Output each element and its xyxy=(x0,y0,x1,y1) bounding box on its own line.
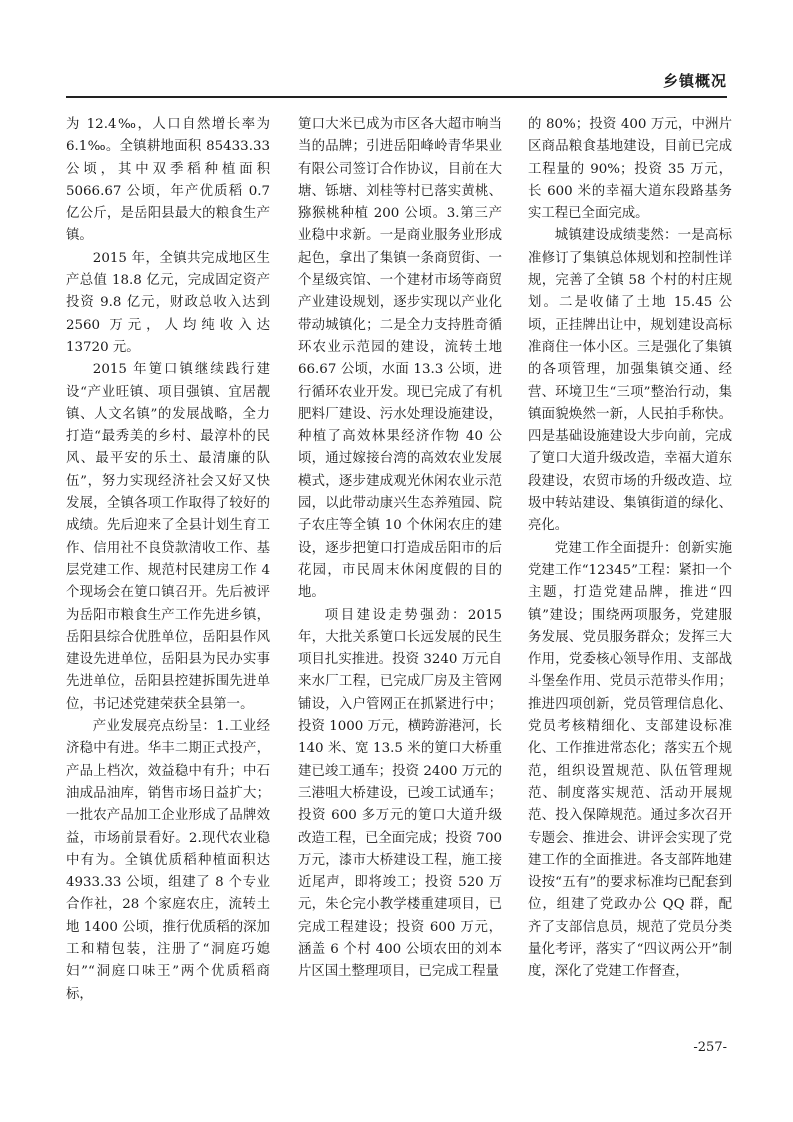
paragraph: 2015 年筻口镇继续践行建设“产业旺镇、项目强镇、宜居靓镇、人文名镇”的发展战略，全力打造“最秀美的乡村、最淳朴的民风、最平安的乐土、最清廉的队伍”，努力实现经济社会又好又快发展，全镇各项工作取得了较好的成绩。先后迎来了全县计划生育工作、信用社不良贷款清收工作、基层党建工作、规范村民建房工作 4 个现场会在筻口镇召开。先后被评为岳阳市粮食生产工作先进乡镇，岳阳县综合优胜单位，岳阳县作风建设先进单位，岳阳县为民办实事先进单位，岳阳县控建拆围先进单位，书记述党建荣获全县第一。 xyxy=(66,362,270,712)
paragraph: 的 80%；投资 400 万元，中洲片区商品粮食基地建设，目前已完成工程量的 90%；投资 35 万元，长 600 米的幸福大道东段路基务实工程已全面完成。 xyxy=(528,117,732,222)
paragraph: 产业发展亮点纷呈：1.工业经济稳中有进。华丰二期正式投产，产品上档次，效益稳中有升；中石油成品油库，销售市场日益扩大；一批农产品加工企业形成了品牌效益，市场前景看好。2.现代农业稳中有为。全镇优质稻种植面积达 4933.33 公顷，组建了 8 个专业合作社，28 个家庭农庄，流转土地 1400 公顷，推行优质稻的深加工和精包装，注册了“洞庭巧媳妇”“洞庭口味王”两个优质稻商标， xyxy=(66,719,270,1002)
text-column-1 xyxy=(66,114,270,1006)
paragraph: 筻口大米已成为市区各大超市响当当的品牌；引进岳阳峰岭青华果业有限公司签订合作协议，目前在大塘、铄塘、刘桂等村已落实黄桃、猕猴桃种植 200 公顷。3.第三产业稳中求新。一是商业服务业形成起色，拿出了集镇一条商贸街、一个星级宾馆、一个建材市场等商贸产业建设规划，逐步实现以产业化带动城镇化；二是全力支持胜奇循环农业示范园的建设，流转土地 66.67 公顷，水面 13.3 公顷，进行循环农业开发。现已完成了有机肥料厂建设、污水处理设施建设，种植了高效林果经济作物 40 公顷，通过嫁接台湾的高效农业发展模式，逐步建成观光休闲农业示范园，以此带动康兴生态养殖园、院子农庄等全镇 10 个休闲农庄的建设，逐步把筻口打造成岳阳市的后花园，市民周末休闲度假的目的地。 xyxy=(298,117,502,601)
page-number: -257- xyxy=(693,1040,727,1055)
paragraph: 2015 年，全镇共完成地区生产总值 18.8 亿元，完成固定资产投资 9.8 亿元，财政总收入达到 2560 万元，人均纯收入达 13720 元。 xyxy=(66,250,270,355)
header-divider xyxy=(66,96,727,98)
paragraph: 为 12.4‰，人口自然增长率为 6.1‰。全镇耕地面积 85433.33 公顷，其中双季稻种植面积 5066.67 公顷，年产优质稻 0.7 亿公斤，是岳阳县最大的粮食生产镇。 xyxy=(66,117,270,244)
text-column-3 xyxy=(528,114,732,984)
section-title: 乡镇概况 xyxy=(662,72,727,90)
paragraph: 项目建设走势强劲：2015 年，大批关系筻口长远发展的民生项目扎实推进。投资 3240 万元自来水厂工程，已完成厂房及主管网铺设，入户管网正在抓紧进行中；投资 1000 万元，横跨游港河，长 140 米、宽 13.5 米的筻口大桥重建已竣工通车；投资 2400 万元的三港咀大桥建设，已竣工试通车；投资 600 多万元的筻口大道升级改造工程，已全面完成；投资 700 万元，漆市大桥建设工程，施工接近尾声，即将竣工；投资 520 万元，朱仑完小教学楼重建项目，已完成工程建设；投资 600 万元，涵盖 6 个村 400 公顷农田的刘本片区国土整理项目，已完成工程量 xyxy=(298,607,502,980)
text-column-2 xyxy=(298,114,502,984)
paragraph: 党建工作全面提升：创新实施党建工作“12345”工程：紧扣一个主题，打造党建品牌，推进“四镇”建设；围绕两项服务，党建服务发展、党员服务群众；发挥三大作用，党委核心领导作用、支部战斗堡垒作用、党员示范带头作用；推进四项创新，党员管理信息化、党员考核精细化、支部建设标准化、工作推进常态化；落实五个规范，组织设置规范、队伍管理规范、制度落实规范、活动开展规范、投入保障规范。通过多次召开专题会、推进会、讲评会实现了党建工作的全面推进。各支部阵地建设按“五有”的要求标准均已配套到位，组建了党政办公 QQ 群，配齐了支部信息员，规范了党员分类量化考评，落实了“四议两公开”制度，深化了党建工作督查， xyxy=(528,540,732,980)
paragraph: 城镇建设成绩斐然：一是高标准修订了集镇总体规划和控制性详规，完善了全镇 58 个村的村庄规划。二是收储了土地 15.45 公顷，正挂牌出让中，规划建设高标准商住一体小区。三是强化了集镇的各项管理，加强集镇交通、经营、环境卫生“三项”整治行动，集镇面貌焕然一新，人民拍手称快。四是基础设施建设大步向前，完成了筻口大道升级改造，幸福大道东段建设，农贸市场的升级改造、垃圾中转站建设、集镇街道的绿化、亮化。 xyxy=(528,228,732,534)
